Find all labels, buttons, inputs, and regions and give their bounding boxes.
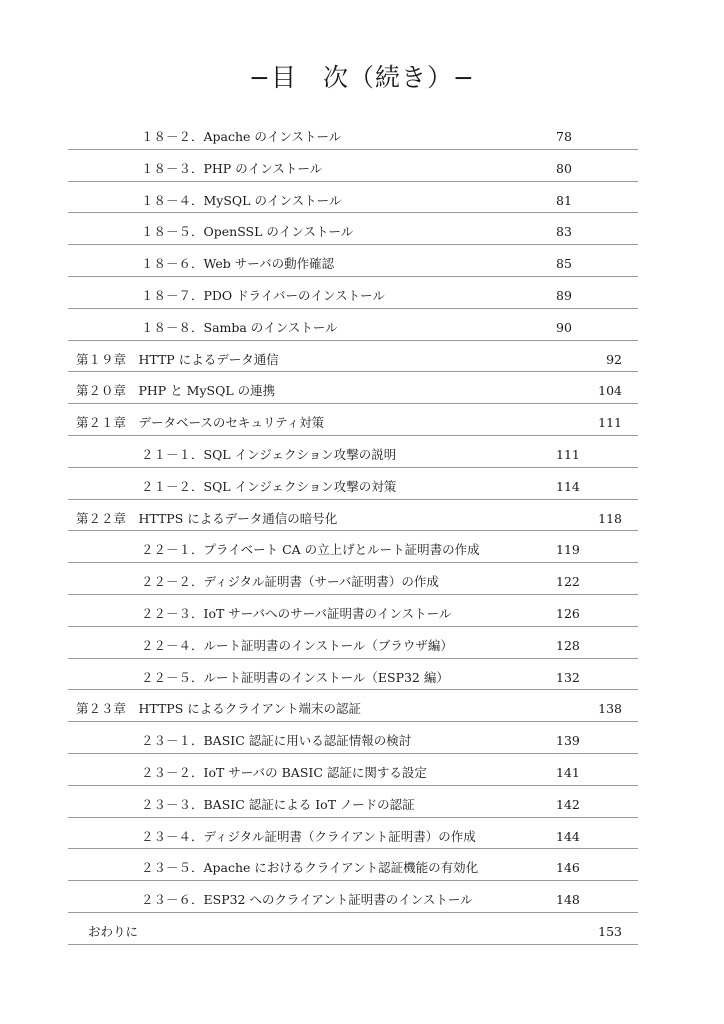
toc-end-row: [0, 913, 724, 945]
toc-entry-label: 第２３章 HTTPS によるクライアント端末の認証: [76, 701, 362, 717]
toc-page-number: 128: [556, 637, 580, 653]
toc-page-number: 144: [556, 828, 580, 844]
toc-page-number: 126: [556, 605, 580, 621]
toc-chapter-row: [0, 372, 724, 404]
toc-entry-label: ２３－４．ディジタル証明書（クライアント証明書）の作成: [141, 828, 476, 844]
toc-entry-label: 第２１章 データベースのセキュリティ対策: [76, 415, 325, 431]
toc-section-row: [0, 468, 724, 500]
toc-section-row: [0, 118, 724, 150]
toc-page-number: 85: [556, 256, 572, 272]
toc-section-row: [0, 818, 724, 850]
toc-section-row: [0, 659, 724, 691]
toc-section-row: [0, 722, 724, 754]
toc-section-row: [0, 881, 724, 913]
toc-section-row: [0, 849, 724, 881]
toc-entry-label: ２２－４．ルート証明書のインストール（ブラウザ編）: [141, 637, 453, 653]
toc-chapter-row: [0, 341, 724, 373]
toc-entry-label: １８－８．Samba のインストール: [141, 319, 338, 335]
toc-entry-label: １８－３．PHP のインストール: [141, 160, 323, 176]
toc-page-number: 111: [556, 446, 580, 462]
toc-chapter-row: [0, 500, 724, 532]
toc-entry-label: ２３－５．Apache におけるクライアント認証機能の有効化: [141, 860, 479, 876]
toc-entry-label: ２３－３．BASIC 認証による IoT ノードの認証: [141, 796, 415, 812]
toc-section-row: [0, 754, 724, 786]
toc-entry-label: ２３－６．ESP32 へのクライアント証明書のインストール: [141, 892, 473, 908]
toc-entry-label: １８－２．Apache のインストール: [141, 129, 342, 144]
toc-section-row: [0, 531, 724, 563]
toc-section-row: [0, 436, 724, 468]
toc-section-row: [0, 786, 724, 818]
toc-page-number: 81: [556, 192, 572, 208]
toc-entry-label: ２１－２．SQL インジェクション攻撃の対策: [141, 478, 397, 494]
toc-page-number: 122: [556, 574, 580, 590]
toc-page-number: 80: [556, 160, 572, 176]
toc-entry-label: １８－４．MySQL のインストール: [141, 192, 342, 208]
toc-chapter-row: [0, 404, 724, 436]
toc-entry-label: １８－５．OpenSSL のインストール: [141, 224, 354, 240]
toc-entry-label: ２３－１．BASIC 認証に用いる認証情報の検討: [141, 733, 412, 749]
toc-entry-label: ２２－３．IoT サーバへのサーバ証明書のインストール: [141, 605, 452, 621]
toc-section-row: [0, 277, 724, 309]
toc-page-number: 119: [556, 542, 580, 558]
toc-section-row: [0, 309, 724, 341]
toc-page-number: 153: [598, 923, 622, 939]
toc-entry-label: 第２０章 PHP と MySQL の連携: [76, 383, 276, 399]
toc-page-number: 78: [556, 129, 572, 144]
toc-entry-label: １８－７．PDO ドライバーのインストール: [141, 287, 385, 303]
toc-page-number: 118: [598, 510, 622, 526]
toc-page-number: 132: [556, 669, 580, 685]
toc-entry-label: ２２－２．ディジタル証明書（サーバ証明書）の作成: [141, 574, 439, 590]
toc-page-number: 142: [556, 796, 580, 812]
toc-page-number: 89: [556, 287, 572, 303]
toc-page-number: 92: [606, 351, 622, 367]
toc-page-number: 146: [556, 860, 580, 876]
toc-entry-label: ２２－５．ルート証明書のインストール（ESP32 編）: [141, 669, 449, 685]
table-of-contents: [0, 118, 724, 945]
toc-page-number: 104: [598, 383, 622, 399]
toc-page-number: 138: [598, 701, 622, 717]
toc-entry-label: おわりに: [88, 923, 139, 939]
toc-section-row: [0, 563, 724, 595]
toc-entry-label: 第１９章 HTTP によるデータ通信: [76, 351, 279, 367]
toc-section-row: [0, 213, 724, 245]
toc-section-row: [0, 182, 724, 214]
toc-chapter-row: [0, 690, 724, 722]
toc-section-row: [0, 627, 724, 659]
toc-page-number: 90: [556, 319, 572, 335]
toc-page-number: 139: [556, 733, 580, 749]
toc-section-row: [0, 150, 724, 182]
toc-page-number: 141: [556, 764, 580, 780]
toc-page-number: 148: [556, 892, 580, 908]
toc-entry-label: １８－６．Web サーバの動作確認: [141, 256, 335, 272]
toc-entry-label: ２２－１．プライベート CA の立上げとルート証明書の作成: [141, 542, 480, 558]
toc-page-number: 114: [556, 478, 580, 494]
toc-page-number: 111: [598, 415, 622, 431]
toc-entry-label: ２３－２．IoT サーバの BASIC 認証に関する設定: [141, 764, 427, 780]
toc-section-row: [0, 595, 724, 627]
toc-page-number: 83: [556, 224, 572, 240]
toc-entry-label: ２１－１．SQL インジェクション攻撃の説明: [141, 446, 397, 462]
toc-section-row: [0, 245, 724, 277]
toc-entry-label: 第２２章 HTTPS によるデータ通信の暗号化: [76, 510, 338, 526]
page-title: −目 次（続き）−: [249, 63, 475, 92]
